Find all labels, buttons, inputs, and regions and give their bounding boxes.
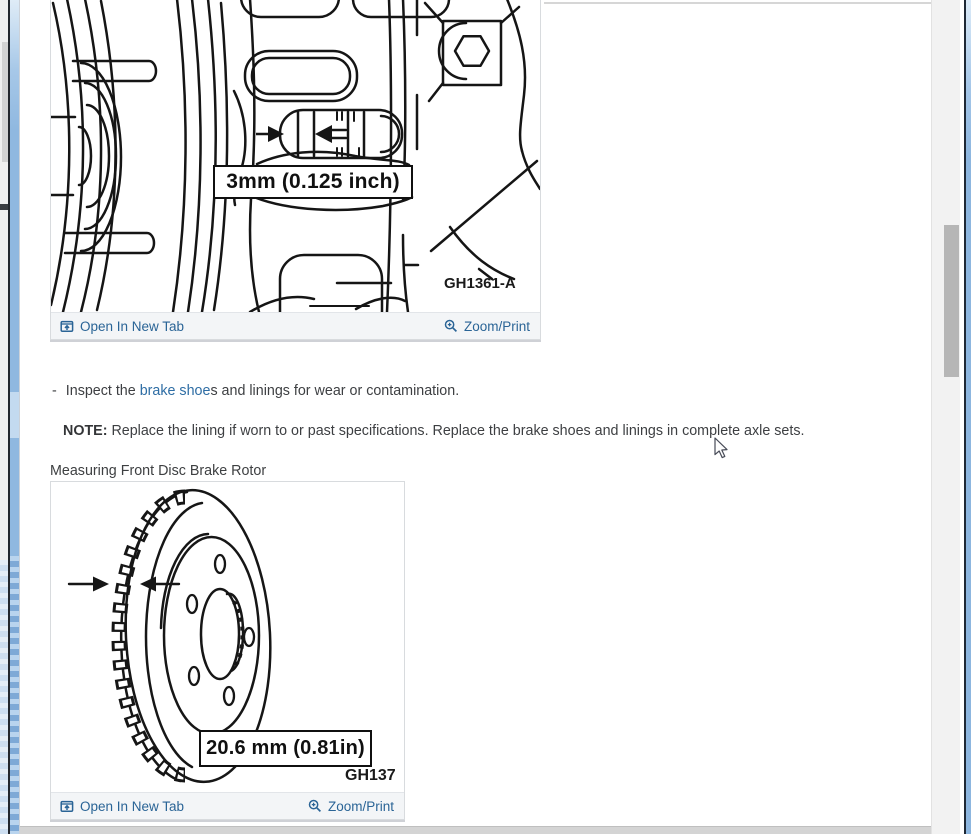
zoom-print-label: Zoom/Print xyxy=(463,318,530,334)
left-blue-strip-notch xyxy=(10,392,19,438)
figure-code: GH137 xyxy=(345,767,396,784)
inspect-text-suffix: s and linings for wear or contamination. xyxy=(210,383,460,399)
figure-toolbar xyxy=(51,312,540,339)
dimension-label: 3mm (0.125 inch) xyxy=(213,165,413,199)
figure-caliper xyxy=(50,0,541,340)
open-in-new-tab-label: Open In New Tab xyxy=(80,798,185,814)
left-background-rows xyxy=(0,560,8,834)
dimension-label: 20.6 mm (0.81in) xyxy=(199,730,372,767)
inspect-instruction xyxy=(52,383,459,399)
zoom-in-icon xyxy=(308,799,322,813)
right-blue-strip xyxy=(966,0,971,834)
figure-code: GH1361-A xyxy=(444,275,516,292)
content-left-border xyxy=(19,0,20,834)
note-label: NOTE: xyxy=(63,423,108,439)
open-in-new-tab-icon xyxy=(60,799,74,813)
note xyxy=(63,423,804,439)
figure-caption: Measuring Front Disc Brake Rotor xyxy=(50,463,267,479)
zoom-in-icon xyxy=(444,319,458,333)
zoom-print-label: Zoom/Print xyxy=(327,798,394,814)
figure-rotor xyxy=(50,481,405,820)
mouse-cursor xyxy=(714,437,731,460)
open-in-new-tab-link[interactable] xyxy=(60,319,184,334)
bullet-dash: - xyxy=(52,383,57,399)
zoom-print-link[interactable] xyxy=(308,799,394,814)
caliper-line-drawing xyxy=(51,0,540,312)
bottom-scroll-band[interactable] xyxy=(20,826,931,834)
figure-rotor-image[interactable] xyxy=(51,482,404,792)
note-text: Replace the lining if worn to or past specifications. Replace the brake shoes and linings in complete axle sets. xyxy=(107,423,805,439)
vertical-scrollbar-thumb[interactable] xyxy=(944,225,959,377)
brake-shoe-link[interactable]: brake shoe xyxy=(139,383,211,399)
figure-caliper-image[interactable] xyxy=(51,0,540,312)
figure-toolbar xyxy=(51,792,404,819)
zoom-print-link[interactable] xyxy=(444,319,530,334)
open-in-new-tab-icon xyxy=(60,319,74,333)
open-in-new-tab-label: Open In New Tab xyxy=(80,318,185,334)
left-blue-strip-rows xyxy=(10,556,19,834)
left-background-mark xyxy=(0,204,8,210)
inspect-text-prefix: Inspect the xyxy=(65,383,140,399)
vertical-scrollbar-track[interactable] xyxy=(932,0,960,834)
horizontal-divider xyxy=(544,2,932,4)
open-in-new-tab-link[interactable] xyxy=(60,799,184,814)
